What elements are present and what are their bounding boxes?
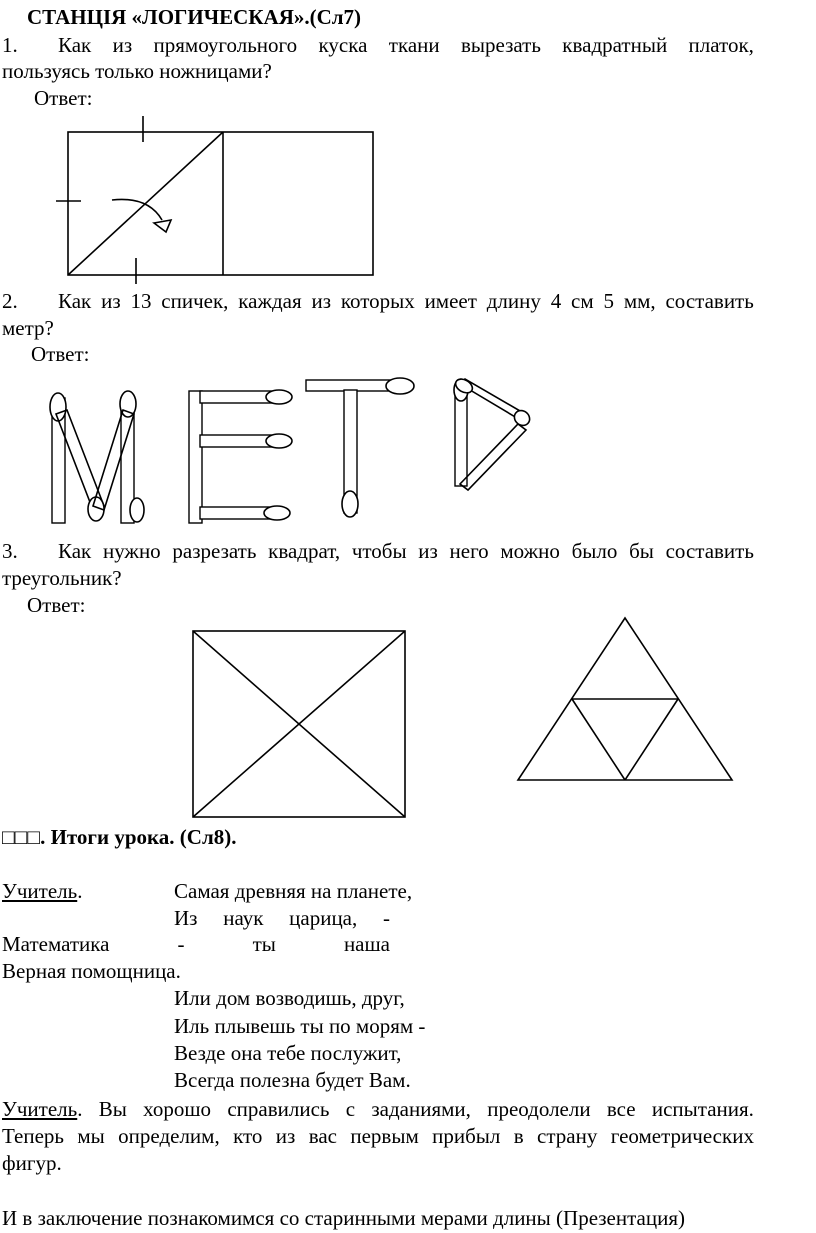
word: царица, [289,906,358,930]
word: Как [58,289,92,313]
word: см [571,289,594,313]
word: нужно [102,539,161,563]
q3-number: 3. [2,539,18,563]
word: спичек, [161,289,229,313]
triangle-inner-edge [625,699,678,780]
word: первым [350,1124,419,1148]
word: геометрических [610,1124,754,1148]
word: 5 [603,289,614,313]
word: из [101,289,121,313]
word: ты [252,932,276,956]
matches-metr-diagram [0,370,560,530]
word: Математика [2,932,110,956]
word: - [382,906,390,930]
triangle-inner-edge [572,699,625,780]
match-head [264,506,290,520]
word: вырезать [461,33,541,57]
word: которых [340,289,415,313]
q1-line1 [58,33,754,57]
poem-line-7: Везде она тебе послужит, [174,1041,402,1065]
word: имеет [424,289,477,313]
q1-line2: пользуясь только ножницами? [2,59,272,83]
match [189,391,202,523]
word: страну [537,1124,598,1148]
closing-line-2 [2,1124,754,1148]
word: . [77,1097,83,1121]
section-title-text: . Итоги урока. (Сл8). [40,825,237,849]
q1-number: 1. [2,33,18,57]
word: хорошо [143,1097,212,1121]
poem-line-3 [2,932,390,956]
section-title-prefix: □□□ [2,825,41,849]
section-title [2,825,236,849]
word: каждая [238,289,302,313]
word: все [606,1097,636,1121]
word: Теперь [2,1124,64,1148]
match-head [386,378,414,394]
word: мм, [623,289,656,313]
word: определим, [118,1124,220,1148]
poem-line-5: Или дом возводишь, друг, [174,986,405,1010]
q2-answer-label: Ответ: [31,342,90,366]
word: 4 [550,289,562,313]
match-head [266,434,292,448]
word: можно [500,539,560,563]
word: куска [318,33,368,57]
word: составить [665,539,754,563]
word: кто [233,1124,263,1148]
teacher-dot: . [77,879,83,903]
word: прибыл [432,1124,501,1148]
q2-line2: метр? [2,316,54,340]
word: Как [58,539,92,563]
poem-line-8: Всегда полезна будет Вам. [174,1068,411,1092]
match-head [130,498,144,522]
word: из [275,1124,296,1148]
word: мы [77,1124,105,1148]
word: справились [227,1097,330,1121]
word: платок, [688,33,754,57]
q3-line1 [58,539,754,563]
square-cut-diagram [190,628,410,820]
word: чтобы [351,539,407,563]
poem-teacher-label [2,879,82,903]
word: составить [665,289,754,313]
word: заданиями, [371,1097,471,1121]
word: квадратный [562,33,668,57]
match-head [50,393,66,421]
teacher-label: Учитель [2,879,78,903]
word: - [177,932,185,956]
q2-number: 2. [2,289,18,313]
word: длину [486,289,541,313]
word: в [513,1124,524,1148]
triangle-assembly-diagram [515,615,735,785]
word: из [418,539,438,563]
poem-line-2 [174,906,390,930]
word: Из [174,906,198,930]
word: 13 [130,289,152,313]
word: вас [308,1124,337,1148]
word: преодолели [487,1097,591,1121]
word: прямоугольного [153,33,298,57]
word: Вы [98,1097,127,1121]
closing-line-1-words [77,1097,754,1121]
word: него [449,539,489,563]
poem-line-4: Верная помощница. [2,959,181,983]
word: наук [223,906,264,930]
word: разрезать [172,539,257,563]
closing-line-1 [2,1097,754,1121]
station-title: СТАНЦІЯ «ЛОГИЧЕСКАЯ».(Сл7) [27,5,362,29]
word: квадрат, [268,539,341,563]
teacher-label: Учитель [2,1097,78,1121]
q2-line1 [58,289,754,313]
q3-line2: треугольник? [2,566,122,590]
word: наша [343,932,390,956]
poem-line-1: Самая древняя на планете, [174,879,413,903]
closing-final-line: И в заключение познакомимся со старинными мерами длины (Презентация) [2,1206,686,1230]
word: ткани [388,33,440,57]
match [460,424,526,490]
word: Как [58,33,92,57]
match-head [511,407,532,428]
scarf-cut-diagram [50,112,380,287]
q3-answer-label: Ответ: [27,593,86,617]
fold-arrow-head [154,220,171,232]
match-head [266,390,292,404]
word: с [345,1097,356,1121]
match-head [342,491,358,517]
word: бы [629,539,654,563]
word: из [112,33,133,57]
q1-answer-label: Ответ: [34,86,93,110]
poem-line-6: Иль плывешь ты по морям - [174,1014,426,1038]
word: из [311,289,332,313]
word: было [571,539,618,563]
fold-arrow [112,199,162,220]
word: испытания. [651,1097,754,1121]
closing-line-3: фигур. [2,1151,62,1175]
fabric-rectangle [68,132,373,275]
